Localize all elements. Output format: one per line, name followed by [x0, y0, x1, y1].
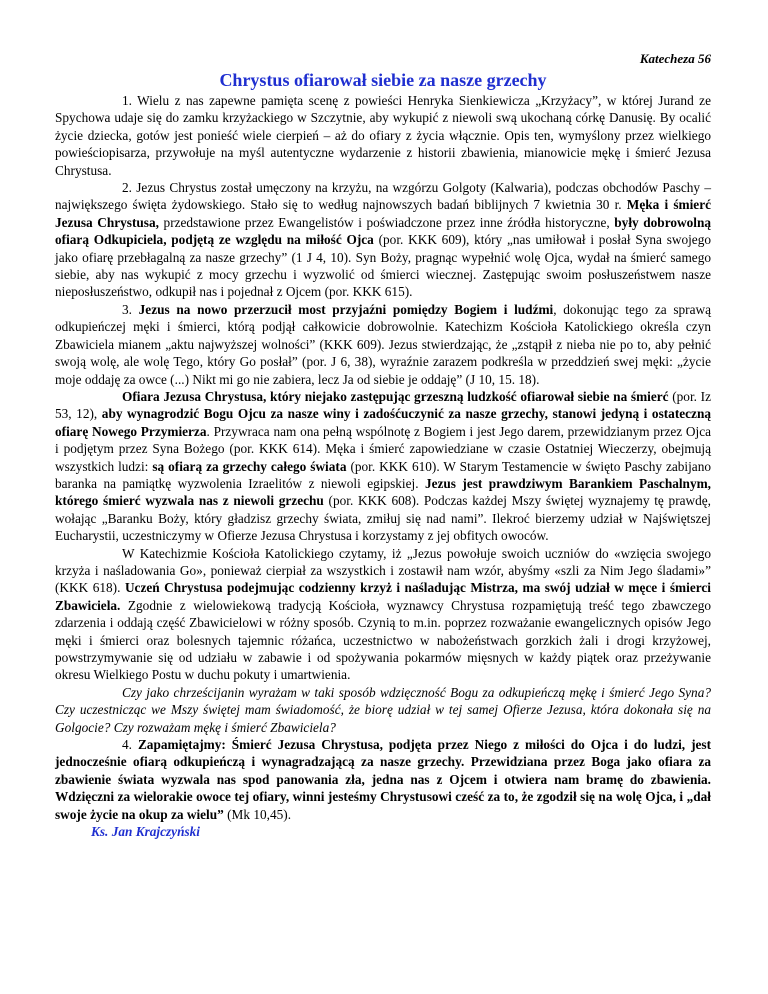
text-run: przedstawione przez Ewangelistów i poświadczone przez inne źródła historyczne,	[158, 214, 615, 230]
text-run: 2. Jezus Chrystus został umęczony na krzyżu, na wzgórzu Golgoty (Kalwaria), podczas obchodów Paschy – największego święta żydowskiego. Stało się to według najnowszych badań biblijnych 7 kwietnia 30 r.	[55, 180, 711, 213]
text-run: 3.	[122, 301, 139, 317]
text-run: Zgodnie z wielowiekową tradycją Kościoła, wyznawcy Chrystusa rozpamiętują treść tego zbawczego zdarzenia i oddają część Zbawicielowi w różny sposób. Czynią to m.in. poprzez rozważanie ewangelicznych opisów Jego męki i śmierci oraz bolesnych tajemnic różańca, uczestnictwo w nabożeństwach gorzkich żali i drogi krzyżowej, powstrzymywanie się od udziału w zabawie i od spożywania pokarmów mięsnych w każdy piątek oraz przeżywanie okresu Wielkiego Postu w duchu pokuty i umartwienia.	[55, 597, 711, 683]
reflection-questions: Czy jako chrześcijanin wyrażam w taki sposób wdzięczność Bogu za odkupieńczą mękę i śmierć Jego Syna? Czy uczestnicząc we Mszy świętej mam świadomość, że biorę udział w tej samej Ofierze Jezusa, która dokonała się na Golgocie? Czy rozważam mękę i śmierć Zbawiciela?	[55, 684, 711, 735]
text-run: (por. KKK 610). W Starym Testamencie w święto Paschy zabijano baranka na pamiątkę wyzwolenia Izraelitów z niewoli egipskiej.	[55, 458, 711, 491]
emphasis-run: Męka i śmierć Jezusa Chrystusa,	[55, 197, 711, 230]
document-body	[55, 92, 711, 840]
summary-paragraph	[55, 736, 711, 823]
text-run: W Katechizmie Kościoła Katolickiego czytamy, iż „Jezus powołuje swoich uczniów do «wzięcia swojego krzyża i naśladowania Go», ponieważ cierpiał za wszystkich i zostawił nam wzór, abyśmy «szli za Nim Jego śladami»” (KKK 618).	[55, 545, 711, 596]
emphasis-run: Zapamiętajmy: Śmierć Jezusa Chrystusa, podjęta przez Niego z miłości do Ojca i do ludzi, jest jednocześnie ofiarą odkupieńczą i wynagradzającą za nasze grzechy. Przewidziana przez Boga jako ofiara za zbawienie świata wyzwala nas spod panowania zła, jedna nas z Ojcem i otwiera nam bramę do zbawienia. Wdzięczni za wielorakie owoce tej ofiary, winni jesteśmy Chrystusowi cześć za to, że zgodził się na wolę Ojca, i „dał swoje życie na okup za wielu”	[55, 737, 712, 822]
emphasis-run: aby wynagrodzić Bogu Ojcu za nasze winy i zadośćuczynić za nasze grzechy, stanowi jedyną i ostateczną ofiarę Nowego Przymierza	[55, 406, 711, 439]
text-run: , dokonując tego za sprawą odkupieńczej męki i śmierci, którą podjął całkowicie dobrowolnie. Katechizm Kościoła Katolickiego określa czyn Zbawiciela mianem „aktu najwyższej wolności” (KKK 609). Jezus stwierdzając, że „zstąpił z nieba nie po to, aby pełnić swoją wolę, ale wolę Tego, który Go posłał” (por. J 6, 38), wyraźnie zarazem podkreśla w przeddzień swej męki: „życie moje oddaję za owce (...) Nikt mi go nie zabiera, lecz Ja od siebie je oddaję” (J 10, 15. 18).	[55, 301, 712, 387]
author-signature: Ks. Jan Krajczyński	[91, 824, 200, 840]
text-run: (Mk 10,45).	[223, 806, 292, 822]
text-run: 4.	[122, 737, 138, 753]
emphasis-run: Ofiara Jezusa Chrystusa, który niejako zastępując grzeszną ludzkość ofiarował siebie na śmierć	[122, 388, 669, 404]
text-run: (por. KKK 609), który „nas umiłował i posłał Syna swojego jako ofiarę przebłagalną za nasze grzechy” (1 J 4, 10). Syn Boży, pragnąc wypełnić wolę Ojca, wydał na śmierć samego siebie, aby nas wykupić z mocy grzechu i wyzwolić od śmierci wiecznej. Zastępując swoim posłuszeństwem nasze nieposłuszeństwo, odkupił nas i pojednał z Ojcem (por. KKK 615).	[55, 232, 712, 300]
emphasis-run: Jezus jest prawdziwym Barankiem Paschalnym, którego śmierć wyzwala nas z niewoli grzechu	[55, 475, 711, 509]
paragraph-3	[55, 301, 711, 388]
document-title: Chrystus ofiarował siebie za nasze grzechy	[219, 70, 547, 90]
paragraph-4	[55, 388, 711, 545]
paragraph-2	[55, 179, 711, 301]
paragraph-5	[55, 545, 711, 684]
text-run: . Przywraca nam ona pełną wspólnotę z Bogiem i jest Jego darem, przewidzianym przez Ojca i podjętym przez Syna Bożego (por. KKK 614). Męka i śmierć zapowiedziane w czasie Ostatniej Wieczerzy, obejmują wszystkich ludzi:	[55, 423, 712, 474]
paragraph-1	[55, 92, 711, 179]
emphasis-run: są ofiarą za grzechy całego świata	[152, 458, 347, 474]
emphasis-run: Uczeń Chrystusa podejmując codzienny krzyż i naśladując Mistrza, ma swój udział w męce i śmierci Zbawiciela.	[55, 580, 711, 613]
text-run: 1. Wielu z nas zapewne pamięta scenę z powieści Henryka Sienkiewicza „Krzyżacy”, w której Jurand ze Spychowa udaje się do zamku krzyżackiego w Szczytnie, aby wykupić z niewoli swą ukochaną córkę Danusię. By ocalić życie dziecka, gotów jest ponieść wiele cierpień – aż do ofiary z życia włącznie. Opis ten, wymyślony przez wielkiego powieściopisarza, przywołuje na myśl autentyczne wydarzenie z historii zbawienia, mianowicie mękę i śmierć Jezusa Chrystusa.	[55, 93, 711, 178]
emphasis-run: Jezus na nowo przerzucił most przyjaźni pomiędzy Bogiem i ludźmi	[138, 301, 554, 317]
text-run: (por. KKK 608). Podczas każdej Mszy świętej wyznajemy tę prawdę, wołając „Baranku Boży, który gładzisz grzechy świata, zmiłuj się nad nami”. Ilekroć bierzemy udział w Najświętszej Eucharystii, uczestniczymy w Ofierze Jezusa Chrystusa i korzystamy z jej obfitych owoców.	[55, 493, 712, 544]
text-run: (por. Iz 53, 12),	[55, 388, 711, 422]
catechesis-number: Katecheza 56	[639, 51, 711, 66]
emphasis-run: były dobrowolną ofiarą Odkupiciela, podjętą ze względu na miłość Ojca	[55, 214, 711, 248]
